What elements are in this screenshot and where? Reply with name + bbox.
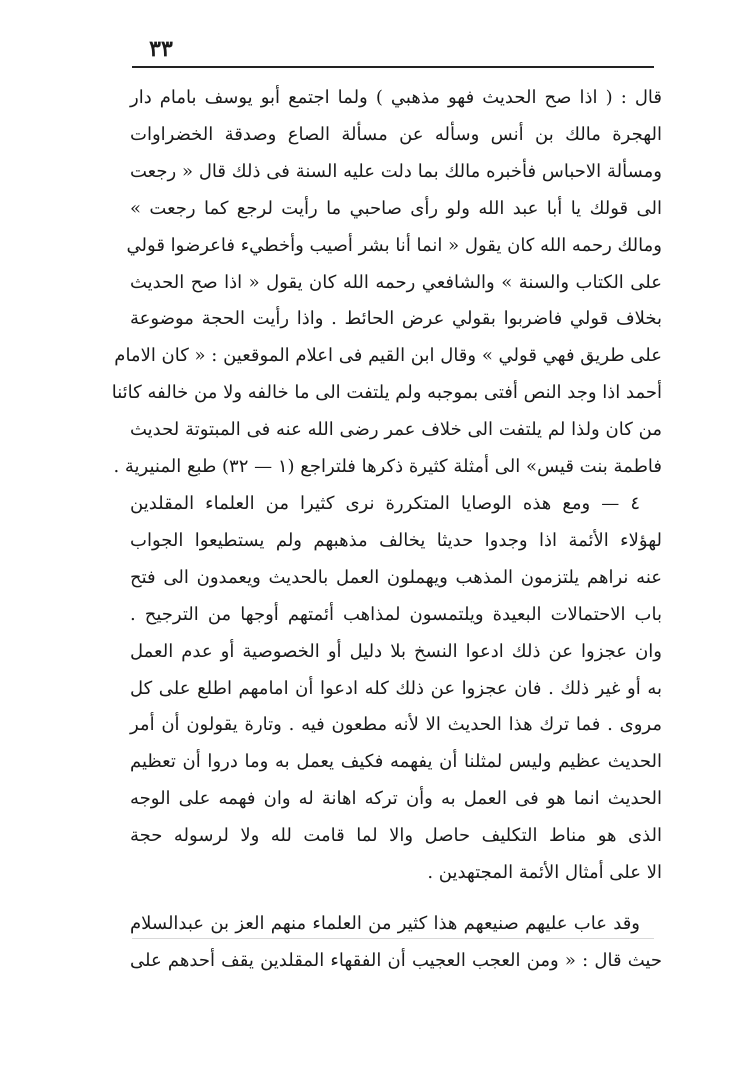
text-line: الحديث عظيم وليس لمثلنا أن يفهمه فكيف يعمل به وما دروا أن تعظيم: [130, 751, 662, 773]
text-line: بخلاف قولي فاضربوا بقولي عرض الحائط . واذا رأيت الحجة موضوعة: [130, 308, 662, 330]
paragraph-2: [130, 486, 662, 892]
text-line: باب الاحتمالات البعيدة ويلتمسون لمذاهب أئمتهم أوجها من الترجيح .: [130, 603, 662, 625]
text-line: به أو غير ذلك . فان عجزوا عن ذلك كله ادعوا أن امامهم اطلع على كل: [130, 677, 662, 699]
header-rule: [132, 66, 654, 68]
bottom-rule: [132, 938, 654, 939]
text-line: على الكتاب والسنة » والشافعي رحمه الله كان يقول « اذا صح الحديث: [130, 271, 662, 293]
text-line: حيث قال : « ومن العجب العجيب أن الفقهاء المقلدين يقف أحدهم على: [130, 949, 662, 971]
text-line: الذى هو مناط التكليف حاصل والا لما قامت لله ولا لرسوله حجة: [130, 825, 662, 847]
text-line: ومسألة الاحباس فأخبره مالك بما دلت عليه السنة فى ذلك قال « رجعت: [130, 160, 662, 182]
text-line: الحديث انما هو فى العمل به وأن تركه اهانة له وان فهمه على الوجه: [130, 788, 663, 810]
text-line: من كان ولذا لم يلتفت الى خلاف عمر رضى الله عنه فى المبتوتة لحديث: [130, 419, 662, 441]
text-line: لهؤلاء الأئمة اذا وجدوا حديثا يخالف مذهبهم ولم يستطيعوا الجواب: [130, 529, 662, 551]
text-line: ٤ — ومع هذه الوصايا المتكررة نرى كثيرا من العلماء المقلدين: [130, 492, 640, 514]
text-line: قال : ( اذا صح الحديث فهو مذهبي ) ولما اجتمع أبو يوسف بامام دار: [130, 87, 662, 108]
page-number: ٣٣: [149, 36, 173, 62]
paragraph-3: [130, 906, 662, 980]
text-line: الهجرة مالك بن أنس وسأله عن مسألة الصاع وصدقة الخضراوات: [130, 123, 662, 145]
text-line: فاطمة بنت قيس» الى أمثلة كثيرة ذكرها فلتراجع (١ — ٣٢) طبع المنيرية .: [113, 456, 662, 478]
text-line: الا على أمثال الأئمة المجتهدين .: [427, 862, 662, 884]
text-line: على طريق فهي قولي » وقال ابن القيم فى اعلام الموقعين : « كان الامام: [114, 345, 662, 367]
text-line: وقد عاب عليهم صنيعهم هذا كثير من العلماء منهم العز بن عبدالسلام: [130, 912, 640, 934]
text-line: وان عجزوا عن ذلك ادعوا النسخ بلا دليل أو الخصوصية أو عدم العمل: [130, 640, 662, 662]
paragraph-1: [111, 80, 662, 486]
text-line: ومالك رحمه الله كان يقول « انما أنا بشر أصيب وأخطيء فاعرضوا قولي: [126, 234, 662, 256]
paragraph-gap: [130, 892, 662, 906]
text-line: عنه نراهم يلتزمون المذهب ويهملون العمل بالحديث ويعمدون الى فتح: [130, 566, 662, 588]
text-line: الى قولك يا أبا عبد الله ولو رأى صاحبي ما رأيت لرجع كما رجعت »: [130, 197, 662, 219]
text-line: مروى . فما ترك هذا الحديث الا لأنه مطعون فيه . وتارة يقولون أن أمر: [130, 714, 662, 736]
text-line: أحمد اذا وجد النص أفتى بموجبه ولم يلتفت الى ما خالفه ولا من خالفه كائنا: [111, 382, 662, 404]
body-text: [111, 80, 663, 980]
